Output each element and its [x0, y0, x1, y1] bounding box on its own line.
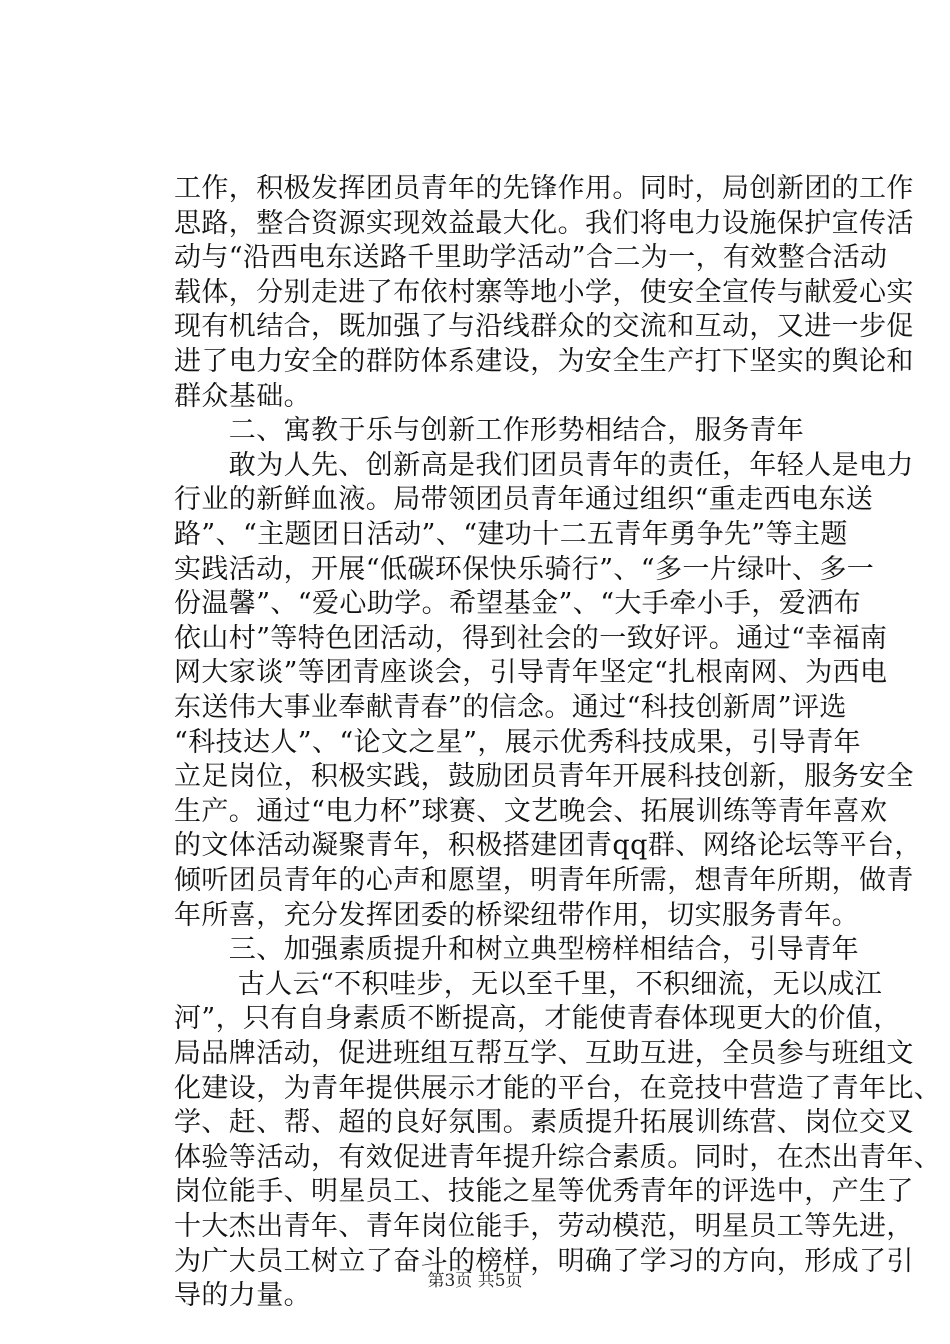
- text-line: 岗位能手、明星员工、技能之星等优秀青年的评选中，产生了: [174, 1176, 914, 1208]
- text-line: 立足岗位，积极实践，鼓励团员青年开展科技创新，服务安全: [174, 761, 914, 793]
- text-line: 化建设，为青年提供展示才能的平台，在竞技中营造了青年比、: [174, 1072, 942, 1104]
- text-line: 年所喜，充分发挥团委的桥梁纽带作用，切实服务青年。: [174, 899, 859, 931]
- text-line: 实践活动，开展“低碳环保快乐骑行”、“多一片绿叶、多一: [174, 553, 875, 585]
- page-footer: 第3页 共5页: [427, 1271, 523, 1291]
- text-line: 河”，只有自身素质不断提高，才能使青春体现更大的价值，: [174, 1003, 901, 1035]
- text-line: 体验等活动，有效促进青年提升综合素质。同时，在杰出青年、: [174, 1141, 942, 1173]
- text-line: 动与“沿西电东送路千里助学活动”合二为一，有效整合活动: [174, 242, 888, 274]
- text-line: 倾听团员青年的心声和愿望，明青年所需，想青年所期，做青: [174, 865, 914, 896]
- text-line: 的文体活动凝聚青年，积极搭建团青qq群、网络论坛等平台，: [174, 830, 922, 862]
- text-line: 十大杰出青年、青年岗位能手，劳动模范，明星员工等先进，: [174, 1211, 914, 1242]
- text-line: 现有机结合，既加强了与沿线群众的交流和互动，又进一步促: [174, 311, 914, 343]
- text-line: 群众基础。: [174, 380, 311, 412]
- text-line: 生产。通过“电力杯”球赛、文艺晚会、拓展训练等青年喜欢: [174, 795, 888, 827]
- text-line: 依山村”等特色团活动，得到社会的一致好评。通过“幸福南: [174, 622, 888, 654]
- text-line: 份温馨”、“爱心助学。希望基金”、“大手牵小手，爱洒布: [174, 588, 862, 620]
- text-line: 学、赶、帮、超的良好氛围。素质提升拓展训练营、岗位交叉: [174, 1107, 914, 1139]
- text-line: 行业的新鲜血液。局带领团员青年通过组织“重走西电东送: [174, 484, 874, 516]
- text-line: 东送伟大事业奉献青春”的信念。通过“科技创新周”评选: [174, 692, 847, 723]
- text-line: 进了电力安全的群防体系建设，为安全生产打下坚实的舆论和: [174, 346, 914, 377]
- text-line: 为广大员工树立了奋斗的榜样，明确了学习的方向，形成了引: [174, 1245, 914, 1277]
- text-line: 思路，整合资源实现效益最大化。我们将电力设施保护宣传活: [174, 207, 914, 239]
- text-line: 二、寓教于乐与创新工作形势相结合，服务青年: [174, 415, 805, 447]
- text-line: “科技达人”、“论文之星”，展示优秀科技成果，引导青年: [174, 726, 862, 758]
- text-line: 三、加强素质提升和树立典型榜样相结合，引导青年: [174, 934, 859, 966]
- text-line: 路”、“主题团日活动”、“建功十二五青年勇争先”等主题: [174, 519, 848, 550]
- text-line: 网大家谈”等团青座谈会，引导青年坚定“扎根南网、为西电: [174, 657, 888, 689]
- text-line: 古人云“不积哇步，无以至千里，不积细流，无以成江: [174, 968, 883, 1000]
- text-line: 载体，分别走进了布依村寨等地小学，使安全宣传与献爱心实: [174, 276, 914, 308]
- text-line: 局品牌活动，促进班组互帮互学、互助互进，全员参与班组文: [174, 1038, 914, 1069]
- text-line: 导的力量。: [174, 1280, 311, 1312]
- text-line: 敢为人先、创新高是我们团员青年的责任，年轻人是电力: [174, 449, 914, 481]
- text-line: 工作，积极发挥团员青年的先锋作用。同时，局创新团的工作: [174, 173, 914, 204]
